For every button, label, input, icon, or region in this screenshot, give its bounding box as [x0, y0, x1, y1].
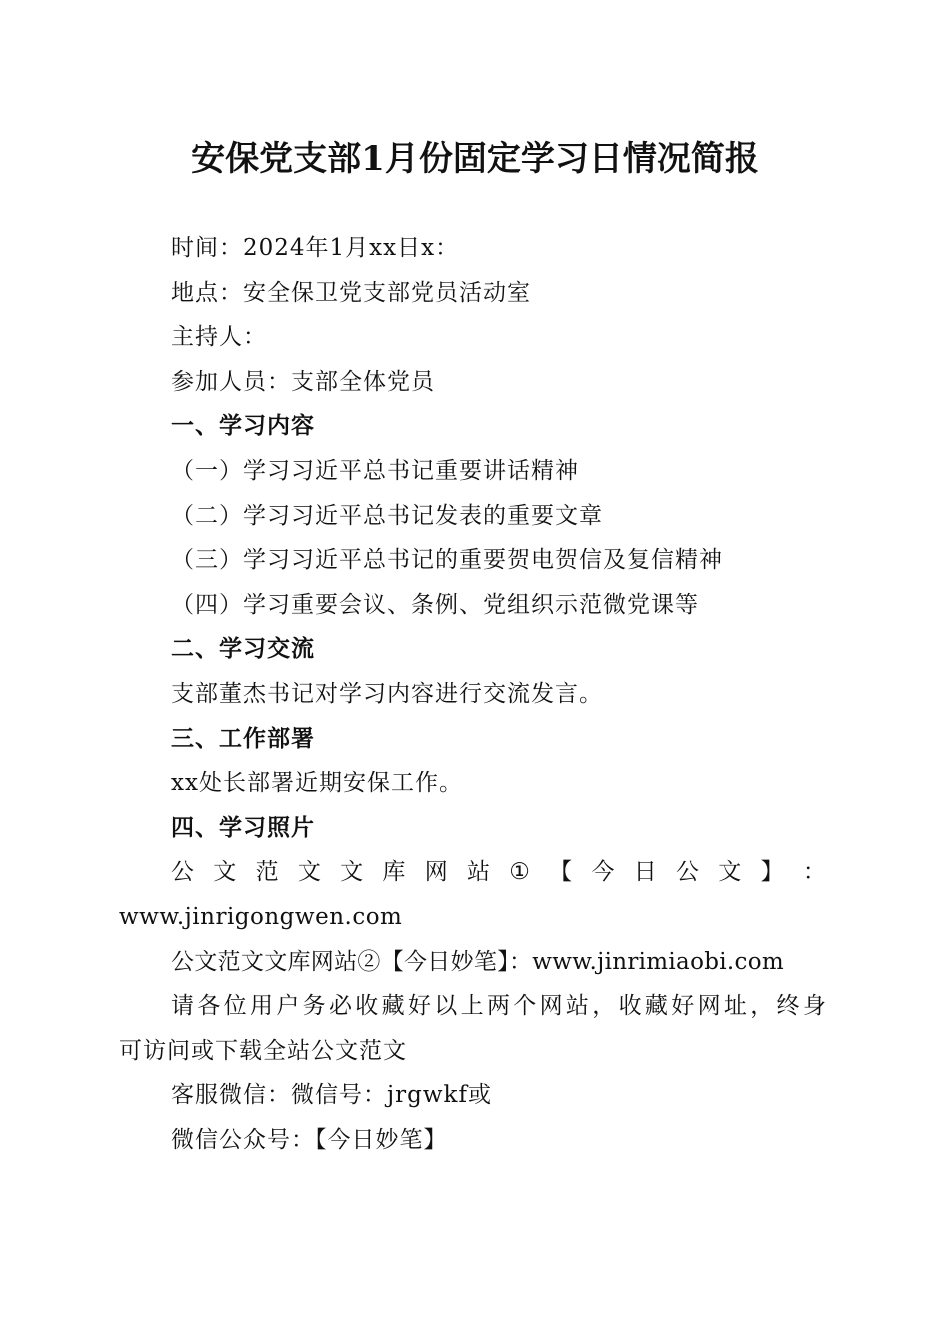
notice-char: 好 [407, 993, 432, 1020]
website-1-char: 网 [424, 859, 449, 886]
website-1-char: 文 [340, 859, 365, 886]
exchange-text: 支部董杰书记对学习内容进行交流发言。 [171, 680, 603, 707]
notice-char: 请 [171, 993, 195, 1020]
notice-char: 站 [565, 993, 590, 1020]
notice-char: 终 [776, 993, 801, 1020]
notice-char: 藏 [644, 993, 669, 1020]
website-2-line: 公文范文文库网站②【今日妙笔】：www.jinrimiaobi.com [171, 948, 784, 975]
website-1-line [119, 850, 827, 895]
notice-char: 好 [671, 993, 696, 1020]
notice-char: 网 [697, 993, 722, 1020]
meta-time: 时间：2024年1月xx日x： [171, 235, 460, 261]
official-account: 微信公众号：【今日妙笔】 [171, 1126, 448, 1153]
notice-char: 个 [513, 993, 538, 1020]
notice-char: 收 [618, 993, 643, 1020]
notice-char: 上 [460, 993, 485, 1020]
website-1-char: 】 [760, 859, 785, 886]
notice-char: ， [592, 993, 617, 1020]
website-1-char: 库 [382, 859, 407, 886]
meta-host: 主持人： [171, 324, 267, 351]
website-1-char: 【 [549, 859, 574, 886]
meta-participants: 参加人员：支部全体党员 [171, 368, 435, 395]
notice-line-1 [119, 984, 827, 1029]
notice-char: 以 [434, 993, 459, 1020]
section-heading-work-plan: 三、工作部署 [171, 725, 315, 752]
section-heading-study-content: 一、学习内容 [171, 413, 315, 440]
website-1-char: ： [802, 859, 827, 886]
website-1-url: www.jinrigongwen.com [119, 903, 403, 930]
document-title: 安保党支部1月份固定学习日情况简报 [191, 139, 759, 179]
notice-char: 户 [276, 993, 301, 1020]
notice-char: 藏 [381, 993, 406, 1020]
website-1-char: 今 [591, 859, 616, 886]
notice-line-2: 可访问或下载全站公文范文 [119, 1037, 407, 1064]
section-heading-photos: 四、学习照片 [171, 814, 315, 841]
notice-char: 址 [723, 993, 748, 1020]
notice-char: 必 [328, 993, 353, 1020]
document-body [119, 226, 827, 1162]
customer-service-wechat: 客服微信：微信号：jrgwkf或 [171, 1082, 492, 1109]
study-item-1: （一）学习习近平总书记重要讲话精神 [171, 457, 579, 484]
study-item-2: （二）学习习近平总书记发表的重要文章 [171, 502, 603, 529]
notice-char: 身 [802, 993, 827, 1020]
meta-location: 地点：安全保卫党支部党员活动室 [171, 279, 531, 306]
notice-char: 位 [223, 993, 248, 1020]
study-item-3: （三）学习习近平总书记的重要贺电贺信及复信精神 [171, 547, 723, 574]
notice-char: ， [750, 993, 775, 1020]
notice-char: 两 [486, 993, 511, 1020]
work-plan-text: xx处长部署近期安保工作。 [171, 770, 463, 797]
section-heading-exchange: 二、学习交流 [171, 636, 315, 663]
website-1-char: 范 [255, 859, 280, 886]
website-1-char: ① [509, 859, 531, 886]
website-1-char: 文 [718, 859, 743, 886]
notice-char: 务 [302, 993, 327, 1020]
website-1-char: 文 [297, 859, 322, 886]
website-1-char: 文 [213, 859, 238, 886]
notice-char: 用 [249, 993, 274, 1020]
notice-char: 各 [197, 993, 222, 1020]
website-1-char: 公 [676, 859, 700, 886]
notice-char: 收 [355, 993, 380, 1020]
website-1-char: 日 [633, 859, 658, 886]
website-1-char: 站 [466, 859, 491, 886]
website-1-char: 公 [171, 859, 195, 886]
study-item-4: （四）学习重要会议、条例、党组织示范微党课等 [171, 591, 699, 618]
notice-char: 网 [539, 993, 564, 1020]
